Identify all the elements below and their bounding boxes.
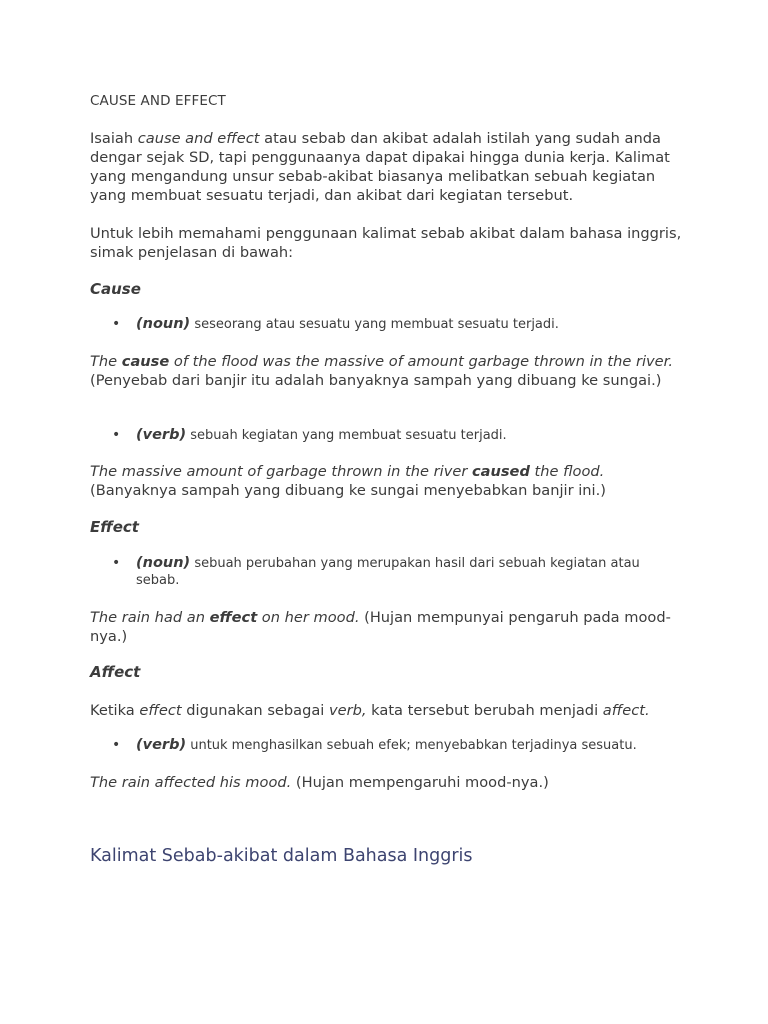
- bullet-icon: •: [112, 555, 121, 571]
- bullet-icon: •: [112, 316, 121, 332]
- section-title: Kalimat Sebab-akibat dalam Bahasa Inggris: [90, 846, 473, 866]
- bullet-icon: •: [112, 427, 121, 443]
- cause-ex1-keyword: cause: [121, 353, 170, 370]
- effect-ex-part-a: The rain had an: [90, 609, 210, 626]
- affect-term-effect: effect: [139, 702, 182, 719]
- intro-text-2: atau sebab dan akibat adalah istilah yang sudah anda dengar sejak SD, tapi penggunaanya dapat dipakai hingga dunia kerja. Kalimat yang mengandung unsur sebab-akibat biasanya melibatkan sebuah kegiatan yang membuat sesuatu terjadi, dan akibat dari kegiatan tersebut.: [90, 130, 670, 204]
- affect-term-verb: verb,: [329, 702, 367, 719]
- cause-noun-term: (noun): [136, 316, 191, 332]
- effect-noun-definition: sebuah perubahan yang merupakan hasil dari sebuah kegiatan atau sebab.: [136, 556, 640, 588]
- intro-paragraph-2: Untuk lebih memahami penggunaan kalimat sebab akibat dalam bahasa inggris, simak penjelasan di bawah:: [90, 225, 682, 261]
- intro-text-1: Isaiah: [90, 130, 138, 147]
- effect-ex-part-c: on her mood.: [257, 609, 360, 626]
- effect-example: [90, 608, 690, 646]
- affect-verb-definition: untuk menghasilkan sebuah efek; menyebabkan terjadinya sesuatu.: [186, 738, 637, 753]
- document-title: CAUSE AND EFFECT: [90, 93, 226, 109]
- cause-verb-definition: sebuah kegiatan yang membuat sesuatu terjadi.: [186, 428, 507, 443]
- cause-ex2-part-a: The massive amount of garbage thrown in the river: [90, 463, 472, 480]
- effect-ex-translation: (Hujan mempunyai pengaruh pada mood-nya.): [90, 609, 671, 645]
- effect-heading: Effect: [90, 518, 139, 536]
- cause-ex1-translation: (Penyebab dari banjir itu adalah banyaknya sampah yang dibuang ke sungai.): [90, 372, 662, 389]
- cause-noun-definition: seseorang atau sesuatu yang membuat sesuatu terjadi.: [190, 317, 559, 332]
- affect-example: [90, 773, 690, 792]
- cause-verb-term: (verb): [136, 427, 187, 443]
- affect-ex-translation: (Hujan mempengaruhi mood-nya.): [291, 774, 549, 791]
- cause-ex2-keyword: caused: [471, 463, 530, 480]
- affect-text-2: digunakan sebagai: [181, 702, 330, 719]
- intro-term: cause and effect: [137, 130, 260, 147]
- effect-noun-term: (noun): [136, 555, 191, 571]
- affect-term-affect: affect.: [602, 702, 650, 719]
- cause-noun-item: [112, 316, 676, 333]
- affect-heading: Affect: [90, 663, 141, 681]
- affect-verb-term: (verb): [136, 737, 187, 753]
- intro-paragraph: [90, 129, 690, 205]
- cause-heading: Cause: [90, 280, 141, 298]
- affect-ex-sentence: The rain affected his mood.: [90, 774, 292, 791]
- affect-verb-item: [112, 737, 676, 754]
- cause-example-2: [90, 462, 690, 500]
- cause-ex2-part-c: the flood.: [529, 463, 605, 480]
- cause-verb-item: [112, 427, 676, 444]
- affect-paragraph: [90, 701, 690, 720]
- effect-noun-item: [112, 555, 676, 589]
- effect-ex-keyword: effect: [209, 609, 258, 626]
- cause-example-1: [90, 352, 690, 390]
- cause-ex2-translation: (Banyaknya sampah yang dibuang ke sungai menyebabkan banjir ini.): [90, 482, 606, 499]
- cause-ex1-part-a: The: [90, 353, 122, 370]
- affect-text-1: Ketika: [90, 702, 140, 719]
- affect-text-3: kata tersebut berubah menjadi: [366, 702, 603, 719]
- bullet-icon: •: [112, 737, 121, 753]
- cause-ex1-part-c: of the flood was the massive of amount garbage thrown in the river.: [169, 353, 673, 370]
